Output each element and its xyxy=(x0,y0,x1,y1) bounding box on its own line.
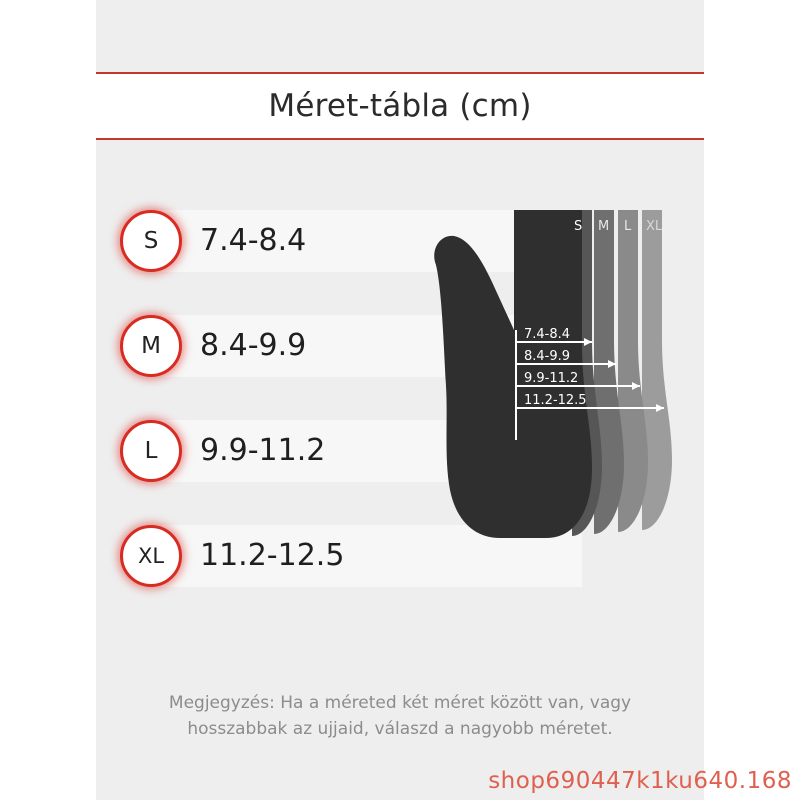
measure-label-m: 8.4-9.9 xyxy=(524,349,571,364)
column-label-xl: XL xyxy=(646,219,663,234)
size-value-l: 9.9-11.2 xyxy=(200,433,326,468)
column-label-s: S xyxy=(574,219,583,234)
size-value-xl: 11.2-12.5 xyxy=(200,538,345,573)
size-badge-s: S xyxy=(120,210,182,272)
size-value-m: 8.4-9.9 xyxy=(200,328,307,363)
note-text: Megjegyzés: Ha a méreted két méret között van, vagy hosszabbak az ujjaid, válaszd a nagyobb méretet. xyxy=(168,693,632,739)
page-title: Méret-tábla (cm) xyxy=(268,88,532,124)
chart-card xyxy=(96,0,704,800)
size-value-s: 7.4-8.4 xyxy=(200,223,307,258)
size-badge-l: L xyxy=(120,420,182,482)
size-badge-xl: XL xyxy=(120,525,182,587)
glove-diagram xyxy=(396,190,696,560)
column-label-l: L xyxy=(624,219,632,234)
measure-label-xl: 11.2-12.5 xyxy=(524,393,587,408)
measure-label-s: 7.4-8.4 xyxy=(524,327,571,342)
title-band xyxy=(96,72,704,140)
measure-label-l: 9.9-11.2 xyxy=(524,371,579,386)
watermark: shop690447k1ku640.168 xyxy=(488,768,792,794)
size-badge-m: M xyxy=(120,315,182,377)
column-label-m: M xyxy=(598,219,610,234)
